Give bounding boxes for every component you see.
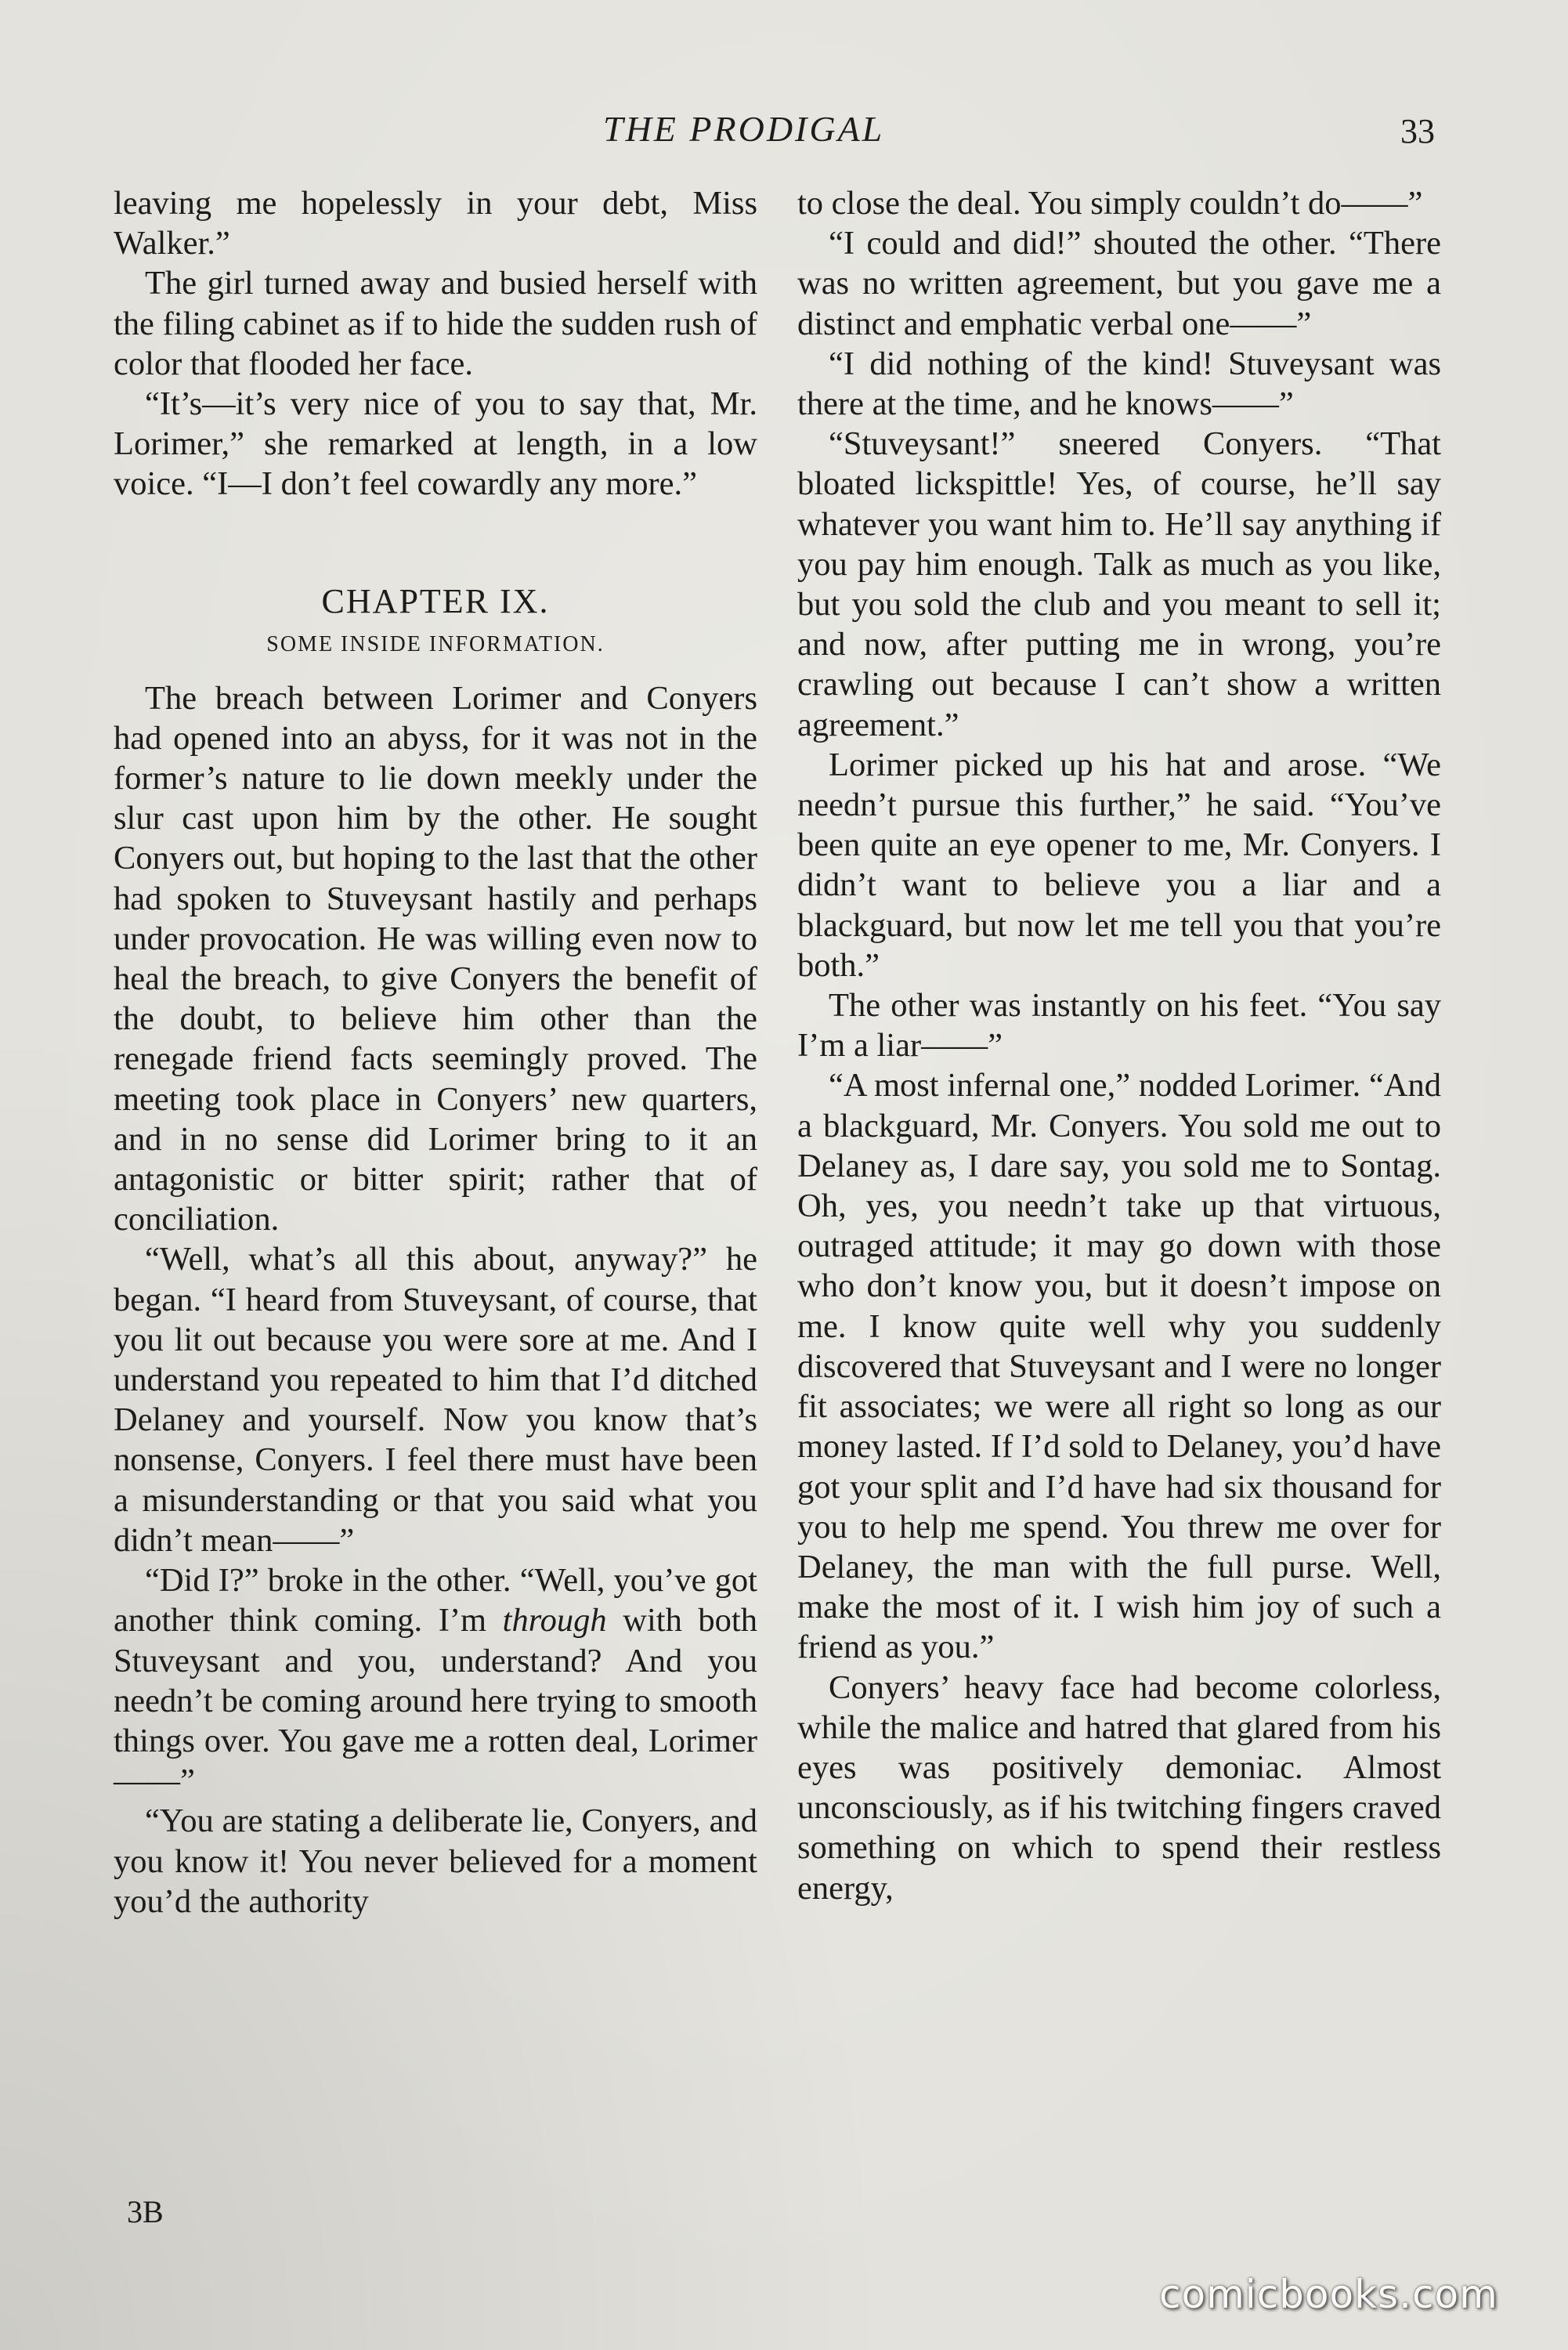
paragraph: Conyers’ heavy face had become colorless, while the malice and hatred that glared from his eyes was positively demoniac. Almost unconsciously, as if his twitching fingers craved something on which to spend their restless energy, (797, 1668, 1441, 1907)
paragraph: “It’s—it’s very nice of you to say that, Mr. Lorimer,” she remarked at length, in a low voice. “I—I don’t feel cowardly any more.” (114, 385, 757, 503)
paragraph: “I did nothing of the kind! Stuveysant was there at the time, and he knows——” (797, 345, 1441, 423)
chapter-heading (114, 581, 757, 664)
paragraph: “A most infernal one,” nodded Lorimer. “And a blackguard, Mr. Conyers. You sold me out to Delaney as, I dare say, you sold me to Sontag. Oh, yes, you needn’t take up that virtuous, outraged attitude; it may go down with those who don’t know you, but it doesn’t impose on me. I know quite well why you suddenly discovered that Stuveysant and I were no longer fit associates; we were all right so long as our money lasted. If I’d sold to Delaney, you’d have got your split and I’d have had six thousand for you to help me spend. You threw me over for Delaney, the man with the full purse. Well, make the most of it. I wish him joy of such a friend as you.” (797, 1067, 1441, 1666)
signature-mark: 3B (127, 2194, 164, 2229)
paragraph: to close the deal. You simply couldn’t do——” (797, 185, 1423, 222)
chapter-subtitle: SOME INSIDE INFORMATION. (266, 631, 605, 656)
paragraph: leaving me hopelessly in your debt, Miss Walker.” (114, 185, 757, 262)
paragraph: The breach between Lorimer and Conyers had opened into an abyss, for it was not in the former’s nature to lie down meekly under the slur cast upon him by the other. He sought Conyers out, but hoping to the last that the other had spoken to Stuveysant hastily and perhaps under provocation. He was willing even now to heal the breach, to give Conyers the benefit of the doubt, to believe him other than the renegade friend facts seemingly proved. The meeting took place in Conyers’ new quarters, and in no sense did Lorimer bring to it an antagonistic or bitter spirit; rather that of conciliation. (114, 679, 757, 1238)
paragraph: “Stuveysant!” sneered Conyers. “That bloated lickspittle! Yes, of course, he’ll say whatever you want him to. He’ll say anything if you pay him enough. Talk as much as you like, but you sold the club and you meant to sell it; and now, after putting me in wrong, you’re crawling out because I can’t show a written agreement.” (797, 425, 1441, 743)
text-run: “Did I?” broke in the other. “Well, you’ve got another think coming. I’m (114, 1562, 757, 1640)
paragraph: “Well, what’s all this about, anyway?” he began. “I heard from Stuveysant, of course, that you lit out because you were sore at me. And I understand you repeated to him that I’d ditched Delaney and yourself. Now you know that’s nonsense, Conyers. I feel there must have been a misunderstanding or that you said what you didn’t mean——” (114, 1241, 757, 1559)
emphasized-word: through (502, 1602, 607, 1640)
paragraph: The other was instantly on his feet. “You say I’m a liar——” (797, 987, 1441, 1065)
page-header (0, 108, 1568, 163)
page-number: 33 (1400, 112, 1435, 150)
paragraph: Lorimer picked up his hat and arose. “We needn’t pursue this further,” he said. “You’ve been quite an eye opener to me, Mr. Conyers. I didn’t want to believe you a liar and a blackguard, but now let me tell you that you’re both.” (797, 746, 1441, 984)
left-column (114, 183, 757, 1922)
right-column (797, 183, 1441, 1908)
running-title: THE PRODIGAL (603, 109, 885, 149)
paragraph (114, 1560, 757, 1801)
chapter-title: CHAPTER IX. (321, 581, 550, 620)
text-run: with both Stuveysant and you, understand? And you needn’t be coming around here trying to smooth things over. You gave me a rotten deal, Lorimer——” (114, 1602, 757, 1800)
paragraph: “You are stating a deliberate lie, Conyers, and you know it! You never believed for a moment you’d the authority (114, 1802, 757, 1920)
watermark: comicbooks.com (1159, 2272, 1498, 2317)
paragraph: “I could and did!” shouted the other. “There was no written agreement, but you gave me a distinct and emphatic verbal one——” (797, 225, 1441, 342)
paragraph: The girl turned away and busied herself with the filing cabinet as if to hide the sudden rush of color that flooded her face. (114, 265, 757, 382)
